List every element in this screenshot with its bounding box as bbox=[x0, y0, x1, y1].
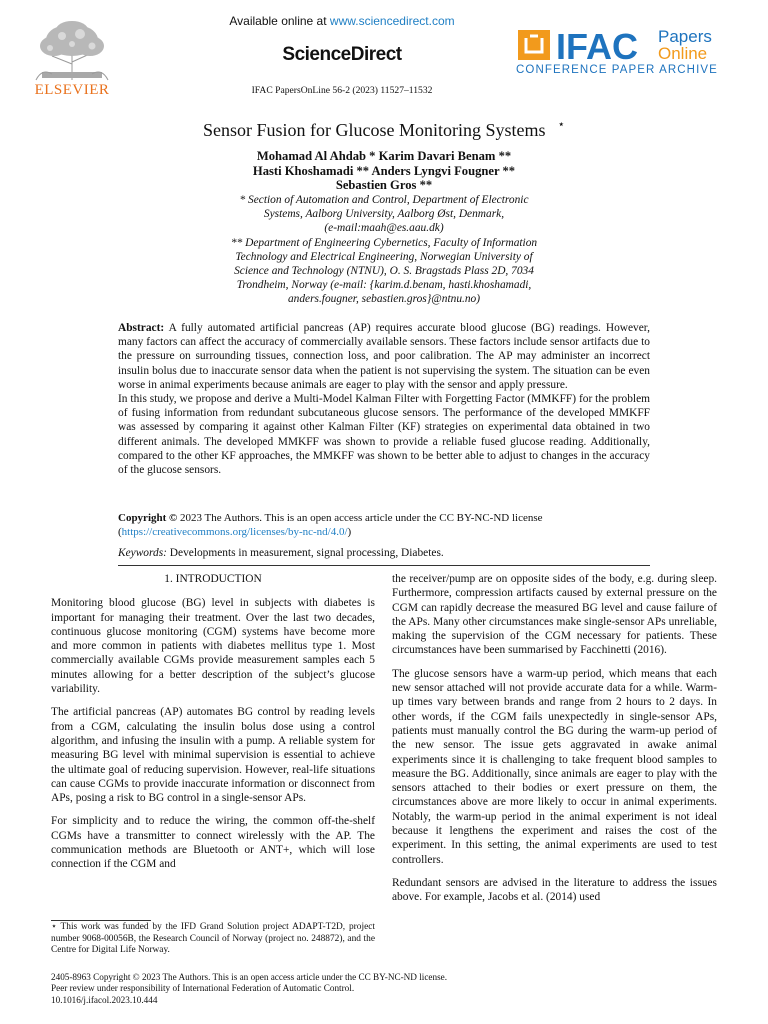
footnote-divider bbox=[51, 920, 151, 921]
ifac-papers: Papers bbox=[658, 27, 712, 46]
author-line-2: Hasti Khoshamadi ** Anders Lyngvi Fougner ** bbox=[252, 164, 516, 178]
author-line-1: Mohamad Al Ahdab * Karim Davari Benam ** bbox=[256, 149, 512, 163]
paper-title-text: Sensor Fusion for Glucose Monitoring Systems bbox=[202, 120, 546, 140]
abstract bbox=[118, 321, 650, 477]
affiliation-1-line-3: (e-mail:maah@es.aau.dk) bbox=[324, 222, 444, 234]
affiliation-2-line-5: anders.fougner, sebastien.gros}@ntnu.no) bbox=[287, 293, 481, 305]
left-column bbox=[51, 572, 375, 881]
footer-peer-review: Peer review under responsibility of International Federation of Automatic Control. bbox=[51, 983, 355, 994]
intro-paragraph-1: Monitoring blood glucose (BG) level in subjects with diabetes is important for managing their treatment. Over the last two decades, continuous glucose monitoring (CGM) systems have become more and more common in patients with diabetes mellitus type 1. Most commercially available CGMs provide measurement samples each 5 minutes allowing for a better description of the subject’s glucose variability. bbox=[51, 597, 375, 696]
section-heading-introduction: 1. INTRODUCTION bbox=[164, 573, 262, 585]
journal-reference: IFAC PapersOnLine 56-2 (2023) 11527–11532 bbox=[251, 85, 433, 96]
intro-paragraph-6: Redundant sensors are advised in the literature to address the issues above. For example, Jacobs et al. (2014) used bbox=[392, 876, 717, 904]
paper-title bbox=[0, 117, 768, 141]
intro-paragraph-4: the receiver/pump are on opposite sides of the body, e.g. during sleep. Furthermore, compression artifacts caused by external pressure on the CGM can rapidly decrease the measured BG level and cause failure of the APs. Many other circumstances make single-sensor APs unreliable, making the supervision of the CGM necessary for patients. These circumstances have been summarised by Facchinetti (2016). bbox=[392, 573, 717, 657]
copyright-label: Copyright © bbox=[118, 512, 178, 524]
intro-paragraph-2: The artificial pancreas (AP) automates BG control by reading levels from a CGM, calculating the insulin bolus dose using a control algorithm, and infusing the insulin with a pump. A reliable system for measuring BG level with minimal supervision is essential to achieve the ultimate goal of reducing supervision. However, real-life situations can cause CGMs to provide inaccurate information or disconnect from APs, posing a risk to BG control in a single-sensor APs. bbox=[51, 706, 375, 805]
license-paren-open: ( bbox=[118, 526, 122, 538]
funding-footnote: ⋆ This work was funded by the IFD Grand Solution project ADAPT-T2D, project number 9068-00056B, the Research Council of Norway (project no. 248872), and the Centre for Digital Life Norway. bbox=[51, 922, 375, 956]
title-footnote-mark: ⋆ bbox=[557, 117, 566, 131]
license-line bbox=[118, 525, 650, 539]
right-column bbox=[392, 572, 717, 914]
keywords-text: Developments in measurement, signal processing, Diabetes. bbox=[166, 547, 444, 559]
author-line-3: Sebastien Gros ** bbox=[335, 178, 433, 192]
copyright-notice bbox=[118, 511, 650, 539]
license-paren-close: ) bbox=[347, 526, 352, 538]
keywords bbox=[118, 547, 650, 559]
available-prefix: Available online at bbox=[229, 14, 330, 28]
keywords-label: Keywords: bbox=[118, 547, 167, 559]
ifac-online: Online bbox=[658, 44, 708, 63]
sciencedirect-logo: ScienceDirect bbox=[282, 44, 402, 65]
abstract-text-1: A fully automated artificial pancreas (AP) requires accurate blood glucose (BG) readings. However, many factors can affect the accuracy of commercially available sensors. These factors include sensor artifacts due to the pressure on surrounding tissues, connection loss, and poor calibration. The AP may administer an incorrect insulin bolus due to inaccurate sensor data when the patient is not supervising the system. The situation can be even worse in animal experiments because animals are eager to play with the sensor and apply pressure. bbox=[118, 322, 650, 391]
affiliation-2-line-2: Technology and Electrical Engineering, Norwegian University of bbox=[235, 251, 533, 263]
sciencedirect-link[interactable]: www.sciencedirect.com bbox=[329, 14, 455, 28]
ifac-archive-tagline: CONFERENCE PAPER ARCHIVE bbox=[516, 64, 718, 76]
abstract-divider bbox=[118, 565, 650, 566]
affiliation-2-line-4: Trondheim, Norway (e-mail: {karim.d.benam, hasti.khoshamadi, bbox=[236, 279, 532, 291]
license-link[interactable]: https://creativecommons.org/licenses/by-nc-nd/4.0/ bbox=[121, 526, 348, 538]
intro-paragraph-5: The glucose sensors have a warm-up period, which means that each new sensor attached will not provide accurate data for a while. Warm-up times vary between brands and range from 2 hours to 2 days. In other words, if the CGM fails unexpectedly in single-sensor APs, patients must manually control the BG during the warm-up period of the new sensor. The issue gets aggravated in awake animal experiments since it is challenging to take frequent blood samples to measure the BG. Additionally, since animals are eager to play with the sensors attached to their bodies or exert pressure on them, the circumstances above are more likely to occur in animal experiments. Notably, the warm-up period in the animal experiment is not ideal because it lengthens the experiment and raises the cost of the experiment. In this setting, the animal experiments are used to test controllers. bbox=[392, 667, 717, 866]
footer-doi[interactable]: 10.1016/j.ifacol.2023.10.444 bbox=[51, 994, 158, 1005]
footer-issn-copyright: 2405-8963 Copyright © 2023 The Authors. This is an open access article under the CC BY-NC-ND license. bbox=[51, 972, 448, 982]
abstract-label: Abstract: bbox=[118, 322, 165, 334]
ifac-word: IFAC bbox=[556, 26, 639, 67]
copyright-line bbox=[118, 511, 650, 525]
affiliation-2-line-3: Science and Technology (NTNU), O. S. Bragstads Plass 2D, 7034 bbox=[234, 265, 534, 277]
affiliation-2-line-1: ** Department of Engineering Cybernetics, Faculty of Information bbox=[230, 237, 538, 249]
abstract-paragraph-2: In this study, we propose and derive a Multi-Model Kalman Filter with Forgetting Factor (MMKFF) for the problem of fusing information from redundant subcutaneous glucose sensors. The performance of the developed MMKFF was assessed by comparing it against other Kalman Filter (KF) strategies on experimental data obtained in two different animals. The developed MMKFF was shown to provide a reliable fused glucose reading. Additionally, compared to the other KF approaches, the MMKFF was shown to be better able to adjust to changes in the accuracy of the glucose sensors. bbox=[118, 393, 650, 477]
page-footer bbox=[51, 972, 731, 1006]
intro-paragraph-3: For simplicity and to reduce the wiring, the common off-the-shelf CGMs have a transmitter to connect wirelessly with the AP. The communication methods are Bluetooth or ANT+, which will lose connection if the CGM and bbox=[51, 815, 375, 871]
affiliation-1-line-1: * Section of Automation and Control, Department of Electronic bbox=[239, 194, 529, 206]
copyright-text: 2023 The Authors. This is an open access article under the CC BY-NC-ND license bbox=[177, 512, 543, 524]
elsevier-wordmark: ELSEVIER bbox=[34, 82, 110, 98]
affiliation-1-line-2: Systems, Aalborg University, Aalborg Øst, Denmark, bbox=[263, 208, 505, 220]
abstract-paragraph-1 bbox=[118, 321, 650, 392]
